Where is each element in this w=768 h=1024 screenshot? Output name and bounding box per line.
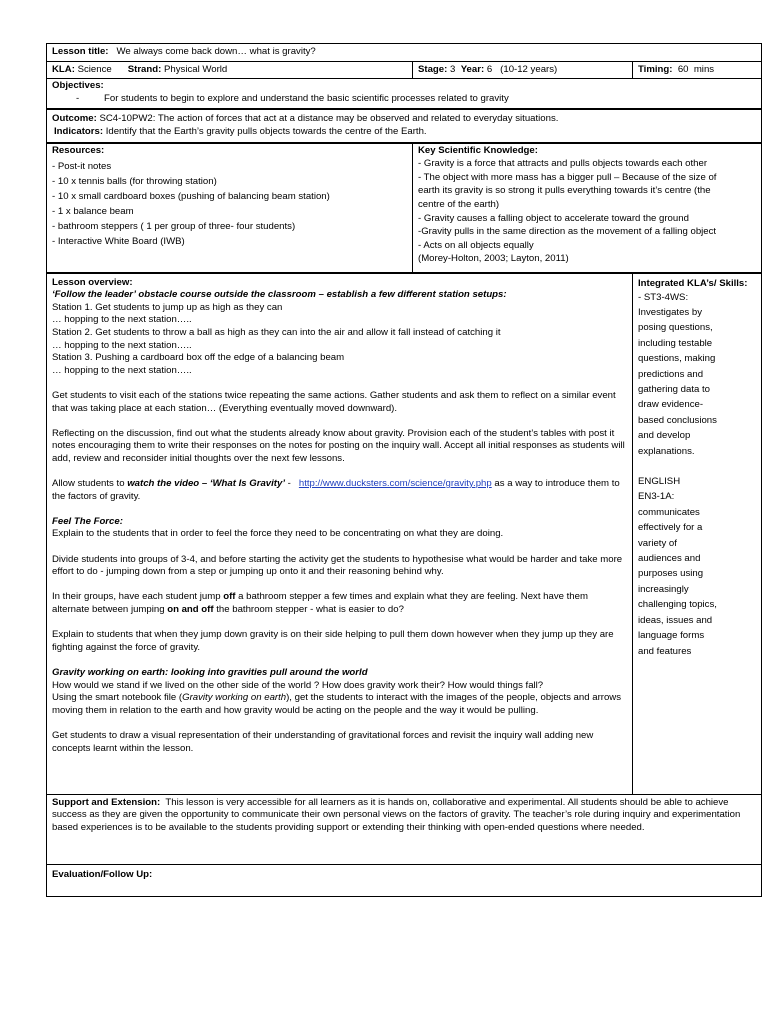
overview-row [47, 273, 762, 795]
key-knowledge-line: - Gravity causes a falling object to accelerate toward the ground [418, 212, 689, 224]
indicators-value: Identify that the Earth’s gravity pulls objects towards the centre of the Earth. [105, 125, 427, 137]
english-skill-line: EN3-1A: [638, 491, 675, 503]
outcome-value: SC4-10PW2: The action of forces that act at a distance may be observed and related to everyday situations. [99, 113, 559, 125]
video-title: watch the video – ‘What Is Gravity’ [127, 478, 286, 490]
earth-paragraph-notebook [52, 692, 627, 717]
resources-label: Resources: [52, 144, 105, 156]
objectives-label: Objectives: [52, 80, 104, 92]
objective-text: For students to begin to explore and understand the basic scientific processes related to gravity [104, 92, 509, 104]
evaluation-row [47, 864, 762, 896]
english-skill-line: ideas, issues and [638, 614, 713, 626]
science-skill-line: and develop [638, 430, 691, 442]
earth-heading: Gravity working on earth: looking into gravities pull around the world [52, 666, 368, 678]
notebook-file-name: Gravity working on earth [182, 692, 287, 704]
strand-label: Strand: [127, 63, 162, 75]
earth-text: ), get the students to interact with the images of the people, objects and arrows moving them in relation to the earth and how gravity would be acting on the people and the way it would be pulling. [52, 692, 622, 716]
station-line: … hopping to the next station….. [52, 364, 192, 376]
video-text-post: as a way to introduce them to the factors of gravity. [52, 478, 620, 502]
english-skill-line: purposes using [638, 568, 704, 580]
lesson-plan-document [46, 43, 761, 897]
science-skill-line: Investigates by [638, 306, 702, 318]
english-skill-line: increasingly [638, 583, 689, 595]
overview-intro: ‘Follow the leader’ obstacle course outside the classroom – establish a few different station setups: [52, 289, 507, 301]
resource-item: - 1 x balance beam [52, 206, 134, 218]
timing-label: Timing: [638, 63, 673, 75]
support-value: This lesson is very accessible for all learners as it is hands on, collaborative and experimental. All students should be able to achieve success as they are given the opportunity to communicate their own personal views on the factors of gravity. The teacher’s role during inquiry and experimentation based experiences is to be available to the students providing support or extending their thinking with open-ended questions where needed. [52, 796, 741, 833]
key-knowledge-line: -Gravity pulls in the same direction as the movement of a falling object [418, 226, 717, 238]
outcome-label: Outcome: [52, 113, 97, 125]
video-dash: - [285, 478, 294, 490]
video-link[interactable]: http://www.ducksters.com/science/gravity.php [298, 478, 492, 490]
force-paragraph: Explain to the students that in order to feel the force they need to be concentrating on what they are doing. [52, 528, 504, 540]
english-skill-line: communicates [638, 506, 700, 518]
station-line: … hopping to the next station….. [52, 339, 192, 351]
key-knowledge-line: earth its gravity is so strong it pulls everything towards it’s centre (the [418, 185, 711, 197]
title-row [47, 44, 762, 62]
stage-value: 3 [450, 63, 456, 75]
year-value: 6 (10-12 years) [486, 63, 558, 75]
english-skill-line: effectively for a [638, 522, 703, 534]
earth-paragraph: How would we stand if we lived on the other side of the world ? How does gravity work their? How would things fall? [52, 679, 544, 691]
force-emph-on-off: on and off [167, 604, 214, 615]
resources-row [47, 143, 762, 273]
year-label: Year: [460, 63, 485, 75]
resource-item: - bathroom steppers ( 1 per group of three- four students) [52, 221, 296, 233]
earth-text: Using the smart notebook file ( [52, 692, 183, 704]
station-line: Station 3. Pushing a cardboard box off the edge of a balancing beam [52, 352, 345, 364]
science-skill-line: - ST3-4WS: [638, 291, 689, 303]
video-text-pre: Allow students to [52, 478, 128, 490]
science-skill-line: based conclusions [638, 414, 717, 426]
video-paragraph [52, 478, 627, 503]
resource-item: - 10 x tennis balls (for throwing station) [52, 176, 217, 188]
objective-item [52, 93, 756, 106]
key-knowledge-line: (Morey-Holton, 2003; Layton, 2011) [418, 253, 569, 265]
science-skill-line: draw evidence- [638, 399, 704, 411]
force-paragraph: Explain to students that when they jump down gravity is on their side helping to pull them down however when they jump up they are fighting against the force of gravity. [52, 629, 614, 653]
lesson-plan-table [46, 43, 762, 897]
kla-value: Science [77, 63, 112, 75]
evaluation-label: Evaluation/Follow Up: [52, 868, 153, 880]
key-knowledge-line: - Acts on all objects equally [418, 239, 534, 251]
english-skill-line: and features [638, 645, 692, 657]
key-knowledge-line: - The object with more mass has a bigger pull – Because of the size of [418, 171, 717, 183]
science-skill-line: predictions and [638, 368, 704, 380]
support-row [47, 794, 762, 864]
earth-paragraph: Get students to draw a visual representation of their understanding of gravitational forces and revisit the inquiry wall adding new concepts learnt within the lesson. [52, 729, 594, 754]
force-emph-off: off [223, 591, 236, 603]
key-knowledge-line: centre of the earth) [418, 198, 500, 210]
kla-label: KLA: [52, 63, 75, 75]
overview-paragraph: Reflecting on the discussion, find out what the students already know about gravity. Provision each of the student’s tables with post it notes encouraging them to write their responses on the notes for posting on the inquiry wall. Accept all initial responses as students will add, review and reconsider initial thoughts over the next few lessons. [52, 427, 625, 464]
resource-item: - Post-it notes [52, 161, 112, 173]
objectives-row [47, 79, 762, 110]
indicators-label: Indicators: [54, 125, 104, 137]
force-text: a bathroom stepper a few times and explain what they are feeling. Next have them alternate between jumping [52, 591, 588, 615]
strand-value: Physical World [163, 63, 228, 75]
english-skill-line: language forms [638, 630, 705, 642]
science-skill-line: including testable [638, 337, 713, 349]
science-skill-line: explanations. [638, 445, 695, 457]
stage-label: Stage: [418, 63, 448, 75]
objective-bullet: - [76, 92, 80, 104]
english-skill-line: audiences and [638, 553, 701, 565]
english-skill-line: variety of [638, 537, 677, 549]
science-skill-line: gathering data to [638, 384, 711, 395]
force-paragraph-steppers [52, 591, 627, 616]
key-knowledge-label: Key Scientific Knowledge: [418, 144, 538, 156]
support-label: Support and Extension: [52, 796, 161, 808]
overview-label: Lesson overview: [52, 276, 133, 288]
force-text: In their groups, have each student jump [52, 591, 224, 603]
kla-row [47, 61, 762, 79]
lesson-title-label: Lesson title: [52, 46, 109, 57]
station-line: Station 2. Get students to throw a ball as high as they can into the air and allow it fall instead of catching it [52, 326, 501, 338]
key-knowledge-line: - Gravity is a force that attracts and pulls objects towards each other [418, 158, 708, 170]
timing-value: 60 mins [677, 63, 715, 75]
integrated-label: Integrated KLA’s/ Skills: [638, 277, 748, 289]
science-skill-line: questions, making [638, 353, 716, 365]
english-skill-line: ENGLISH [638, 476, 681, 488]
resource-item: - Interactive White Board (IWB) [52, 236, 185, 248]
force-heading: Feel The Force: [52, 515, 123, 527]
station-line: Station 1. Get students to jump up as high as they can [52, 301, 283, 313]
science-skill-line: posing questions, [638, 322, 713, 334]
station-line: … hopping to the next station….. [52, 314, 192, 326]
overview-paragraph: Get students to visit each of the stations twice repeating the same actions. Gather students and ask them to reflect on a similar event that was taking place at each station… (Everything eventually moved downward). [52, 389, 616, 414]
outcome-row [47, 109, 762, 142]
force-text: the bathroom stepper - what is easier to do? [213, 604, 404, 615]
lesson-title-value: We always come back down… what is gravity? [116, 46, 316, 57]
force-paragraph: Divide students into groups of 3-4, and before starting the activity get the students to hypothesise what would be harder and take more effort to do - jumping down from a step or jumping up onto it and their reasoning behind why. [52, 553, 623, 578]
resource-item: - 10 x small cardboard boxes (pushing of balancing beam station) [52, 191, 330, 203]
english-skill-line: challenging topics, [638, 599, 717, 611]
